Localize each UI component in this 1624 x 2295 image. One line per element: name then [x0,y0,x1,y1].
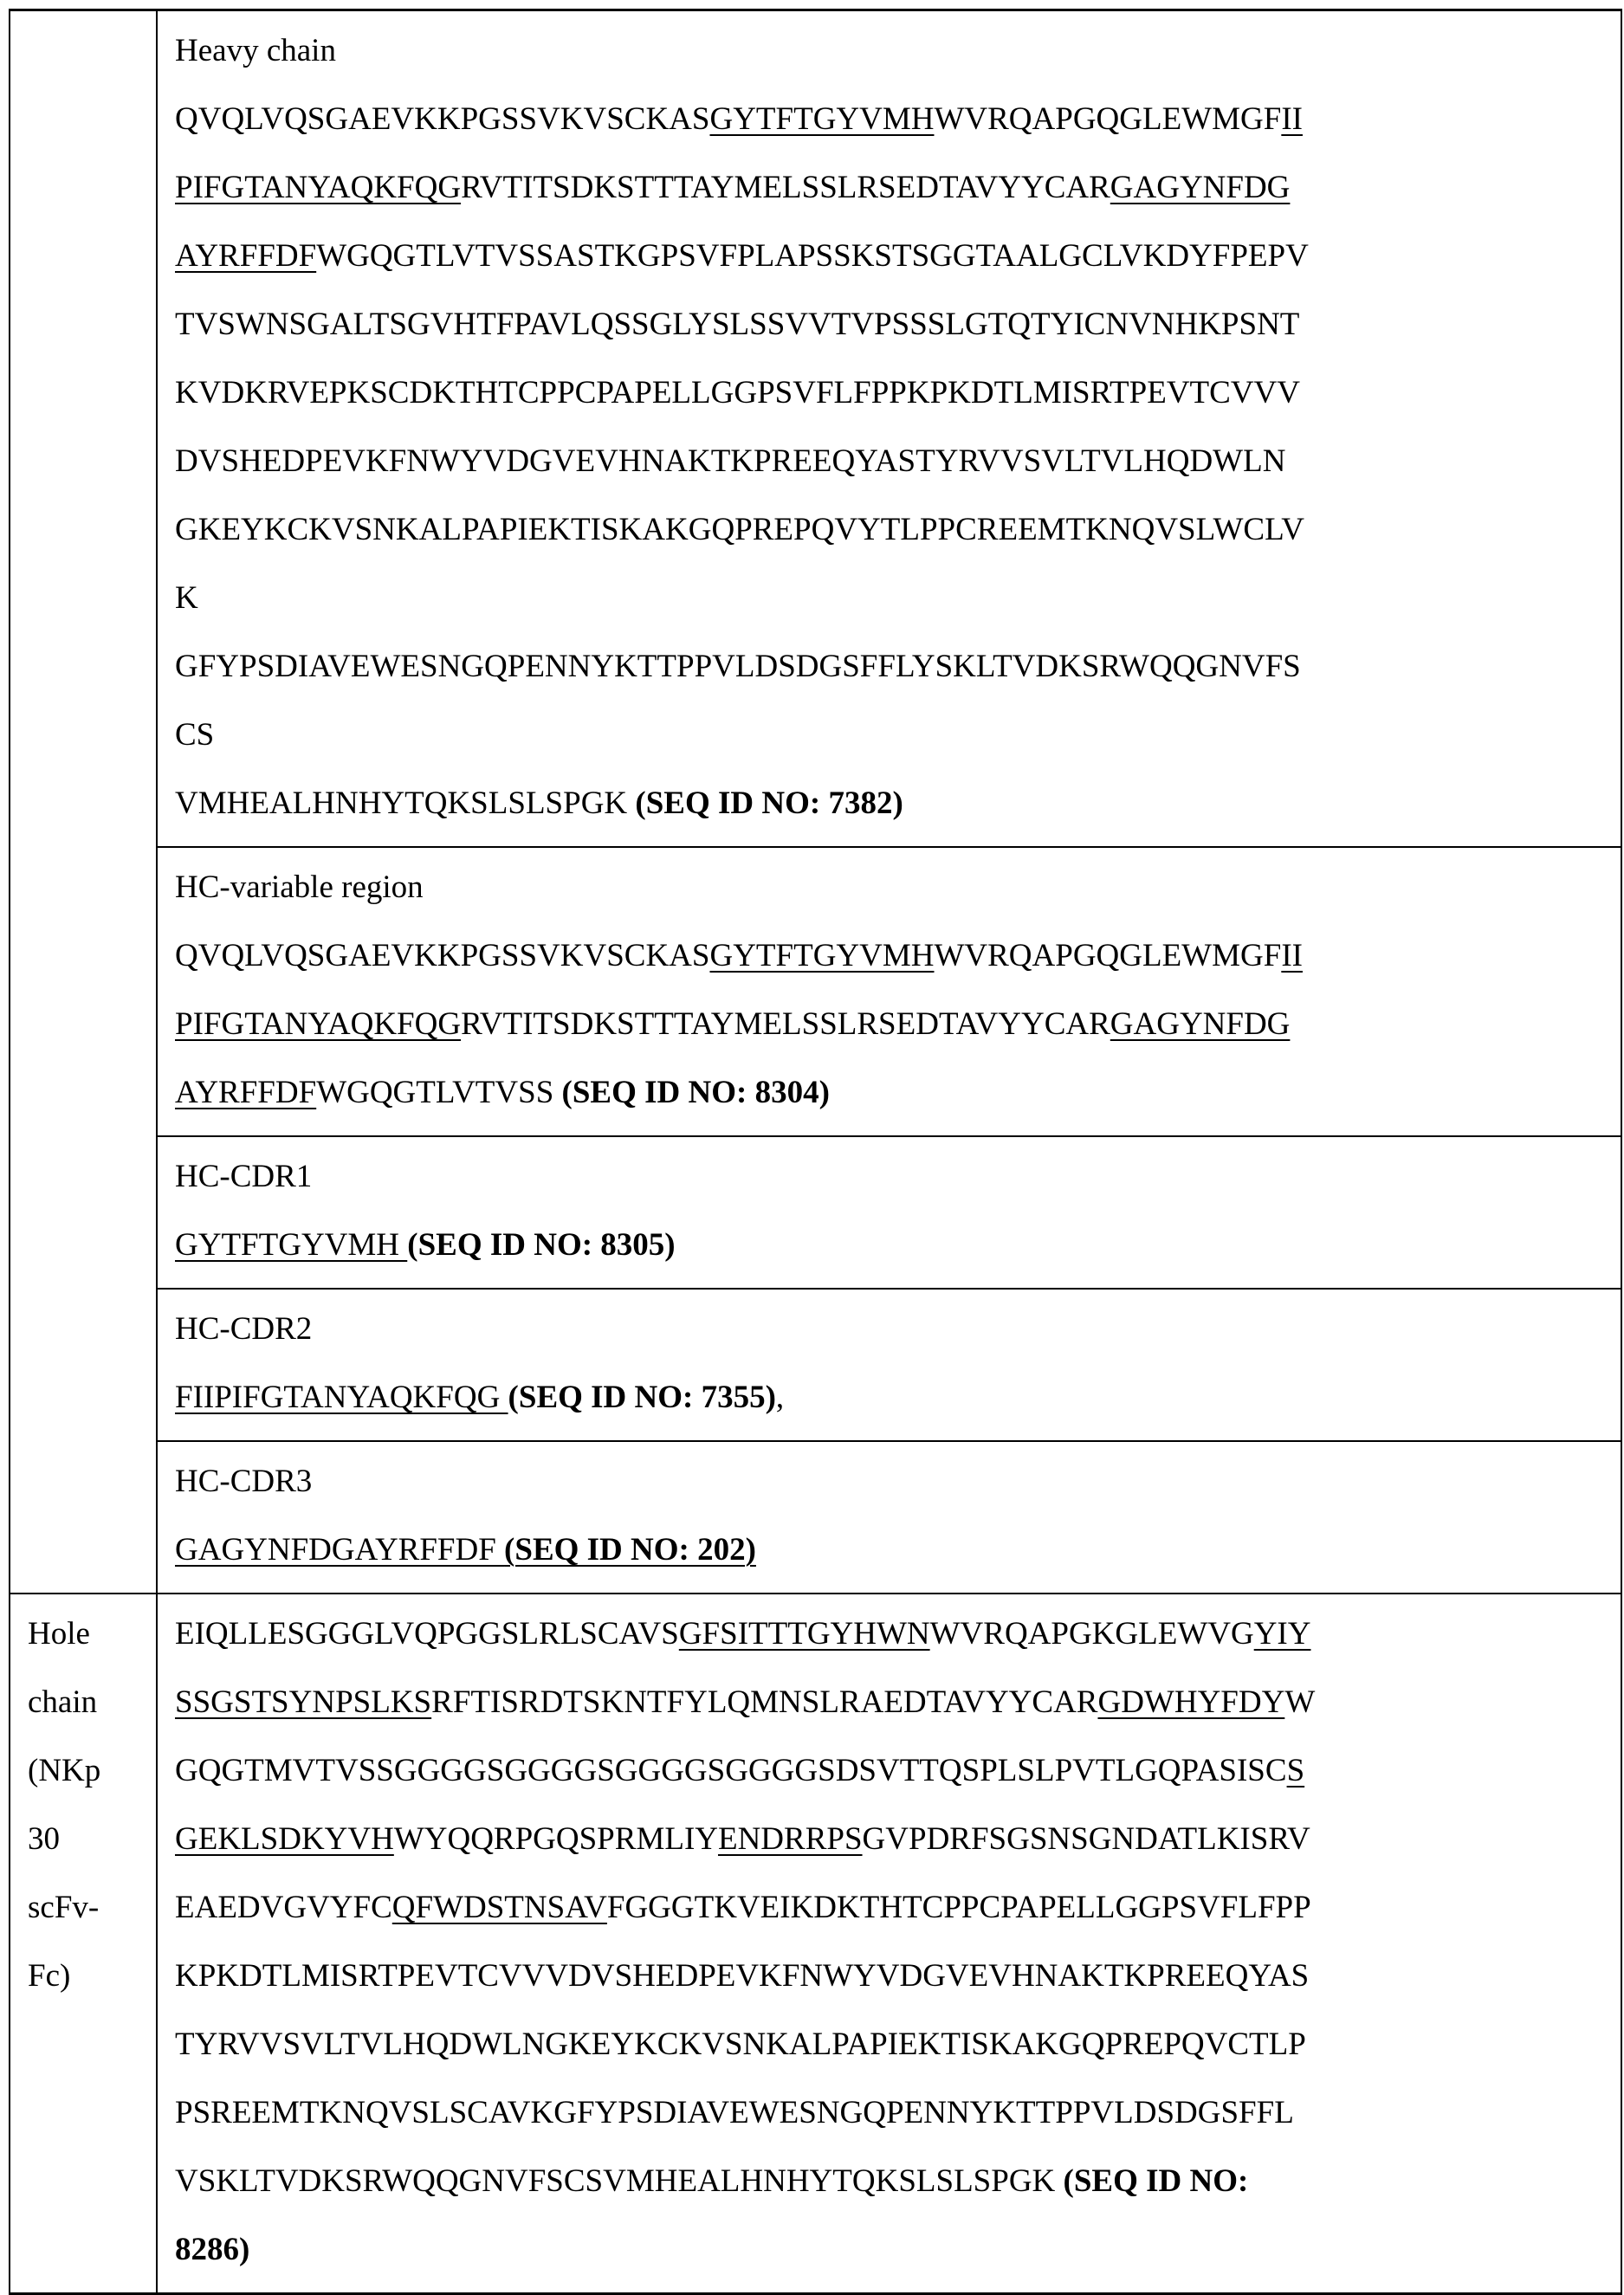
sequence-segment: CS [175,717,215,753]
seq-id-label: (SEQ ID NO: 7382) [635,785,903,821]
sequence-cell [157,1136,1621,1289]
sequence-line [175,1805,1610,1873]
cdr-segment: GDWHYFDY [1097,1684,1285,1720]
sequence-segment: FGGGTKVEIKDKTHTCPPCPAPELLGGPSVFLFPP [606,1890,1311,1925]
sequence-line [175,1363,1610,1432]
sequence-segment: TYRVVSVLTVLHQDWLNGKEYKCKVSNKALPAPIEKTISKAKGQPREPQVCTLP [175,2027,1306,2062]
sequence-line [175,1668,1610,1736]
cdr-segment: GAGYNFDGAYRFFDF [175,1532,505,1568]
cdr-segment: QFWDSTNSAV [391,1890,607,1925]
sequence-line [175,921,1610,990]
sequence-line [175,564,1610,632]
cdr-segment: GFSITTTGYHWN [678,1616,930,1652]
chain-label-line: (NKp [28,1753,101,1788]
sequence-line [175,2078,1610,2147]
cdr-segment: GYTFTGYVMH [709,101,935,137]
sequence-line [175,1211,1610,1279]
sequence-segment: WVRQAPGQGLEWMGF [934,101,1282,137]
sequence-cell [157,1441,1621,1594]
sequence-line [175,290,1610,359]
cdr-segment: S [1286,1753,1305,1788]
cdr-segment: GAGYNFDG [1110,170,1291,205]
sequence-segment: WVRQAPGKGLEWVG [929,1616,1254,1652]
sequence-line [175,359,1610,427]
sequence-segment: GKEYKCKVSNKALPAPIEKTISKAKGQPREPQVYTLPPCREEMTKNQVSLWCLV [175,512,1305,547]
cdr-segment: FIIPIFGTANYAQKFQG [175,1380,508,1415]
cdr-segment: YIY [1253,1616,1311,1652]
sequence-segment: RVTITSDKSTTTAYMELSSLRSEDTAVYYCAR [461,1006,1110,1042]
cdr-segment: AYRFFDF [175,238,317,274]
sequence-line [175,222,1610,290]
cdr-segment: II [1281,101,1303,137]
sequence-line [175,701,1610,769]
seq-id-label: (SEQ ID NO: 8305) [407,1227,676,1263]
cdr-segment: PIFGTANYAQKFQG [175,170,462,205]
sequence-segment: WYQQRPGQSPRMLIY [393,1821,718,1857]
cdr-segment: ENDRRPS [717,1821,863,1857]
sequence-line [175,2010,1610,2078]
sequence-line [175,2147,1610,2215]
sequence-segment: EIQLLESGGGLVQPGGSLRLSCAVS [175,1616,679,1652]
sequence-line [175,1873,1610,1942]
entry-title: HC-CDR3 [175,1464,313,1499]
sequence-segment: RVTITSDKSTTTAYMELSSLRSEDTAVYYCAR [461,170,1110,205]
seq-id-label: (SEQ ID NO: [1063,2163,1249,2199]
sequence-line [175,427,1610,495]
cdr-segment: GEKLSDKYVH [175,1821,394,1857]
chain-label-cell [10,1594,157,2294]
sequence-segment: GQGTMVTVSSGGGGSGGGGSGGGGSGGGGSDSVTTQSPLSLPVTLGQPASISC [175,1753,1287,1788]
table-row [10,847,1621,1136]
sequence-segment: KPKDTLMISRTPEVTCVVVDVSHEDPEVKFNWYVDGVEVHNAKTKPREEQYAS [175,1958,1310,1994]
chain-label-line: Fc) [28,1958,71,1994]
entry-title: HC-variable region [175,870,424,905]
sequence-segment: WGQGTLVTVSS [316,1075,562,1110]
sequence-segment: VMHEALHNHYTQKSLSLSPGK [175,785,636,821]
chain-label-line: 30 [28,1821,60,1857]
sequence-line [175,85,1610,153]
sequence-line [175,1942,1610,2010]
seq-id-label: (SEQ ID NO: 202) [504,1532,756,1568]
table-row [10,1441,1621,1594]
chain-label-cell [10,10,157,1594]
sequence-cell [157,10,1621,848]
entry-title: Heavy chain [175,33,336,68]
cdr-segment: PIFGTANYAQKFQG [175,1006,462,1042]
entry-title: HC-CDR1 [175,1159,313,1194]
sequence-line [175,1516,1610,1584]
chain-label-line: scFv- [28,1890,100,1925]
sequence-segment: EAEDVGVYFC [175,1890,392,1925]
sequence-segment: QVQLVQSGAEVKKPGSSVKVSCKAS [175,101,710,137]
sequence-segment: KVDKRVEPKSCDKTHTCPPCPAPELLGGPSVFLFPPKPKDTLMISRTPEVTCVVV [175,375,1300,411]
sequence-line [175,153,1610,222]
sequence-segment: , [775,1380,785,1415]
sequence-line [175,495,1610,564]
cdr-segment: GAGYNFDG [1110,1006,1291,1042]
table-row [10,1594,1621,2294]
sequence-segment: K [175,580,198,616]
chain-label-line: Hole [28,1616,90,1652]
sequence-cell [157,1594,1621,2294]
sequence-segment: W [1284,1684,1316,1720]
sequence-segment: DVSHEDPEVKFNWYVDGVEVHNAKTKPREEQYASTYRVVSVLTVLHQDWLN [175,443,1286,479]
entry-title: HC-CDR2 [175,1311,313,1347]
sequence-cell [157,847,1621,1136]
sequence-segment: RFTISRDTSKNTFYLQMNSLRAEDTAVYYCAR [431,1684,1098,1720]
sequence-line [175,632,1610,701]
sequence-segment: WGQGTLVTVSSASTKGPSVFPLAPSSKSTSGGTAALGCLVKDYFPEPV [316,238,1309,274]
sequence-segment: VSKLTVDKSRWQQGNVFSCSVMHEALHNHYTQKSLSLSPGK [175,2163,1064,2199]
sequence-segment: QVQLVQSGAEVKKPGSSVKVSCKAS [175,938,710,973]
table-row [10,10,1621,848]
sequence-line [175,1600,1610,1668]
cdr-segment: II [1281,938,1303,973]
cdr-segment: GYTFTGYVMH [175,1227,408,1263]
sequence-segment: WVRQAPGQGLEWMGF [934,938,1282,973]
sequence-segment: PSREEMTKNQVSLSCAVKGFYPSDIAVEWESNGQPENNYKTTPPVLDSDGSFFL [175,2095,1294,2130]
table-body [10,10,1621,2294]
seq-id-label: (SEQ ID NO: 8304) [561,1075,830,1110]
sequence-line [175,769,1610,837]
sequence-segment: GFYPSDIAVEWESNGQPENNYKTTPPVLDSDGSFFLYSKLTVDKSRWQQGNVFS [175,649,1301,684]
sequence-line [175,990,1610,1058]
sequence-segment: TVSWNSGALTSGVHTFPAVLQSSGLYSLSSVVTVPSSSLGTQTYICNVNHKPSNT [175,307,1300,342]
table-row [10,1289,1621,1441]
sequence-line [175,2215,1610,2284]
chain-label-line: chain [28,1684,98,1720]
sequence-line [175,1736,1610,1805]
sequence-segment: GVPDRFSGSNSGNDATLKISRV [862,1821,1310,1857]
table-row [10,1136,1621,1289]
cdr-segment: AYRFFDF [175,1075,317,1110]
seq-id-label: 8286) [175,2232,250,2267]
sequence-table [9,9,1622,2295]
sequence-line [175,1058,1610,1127]
cdr-segment: GYTFTGYVMH [709,938,935,973]
cdr-segment: SSGSTSYNPSLKS [175,1684,432,1720]
sequence-cell [157,1289,1621,1441]
seq-id-label: (SEQ ID NO: 7355) [508,1380,776,1415]
